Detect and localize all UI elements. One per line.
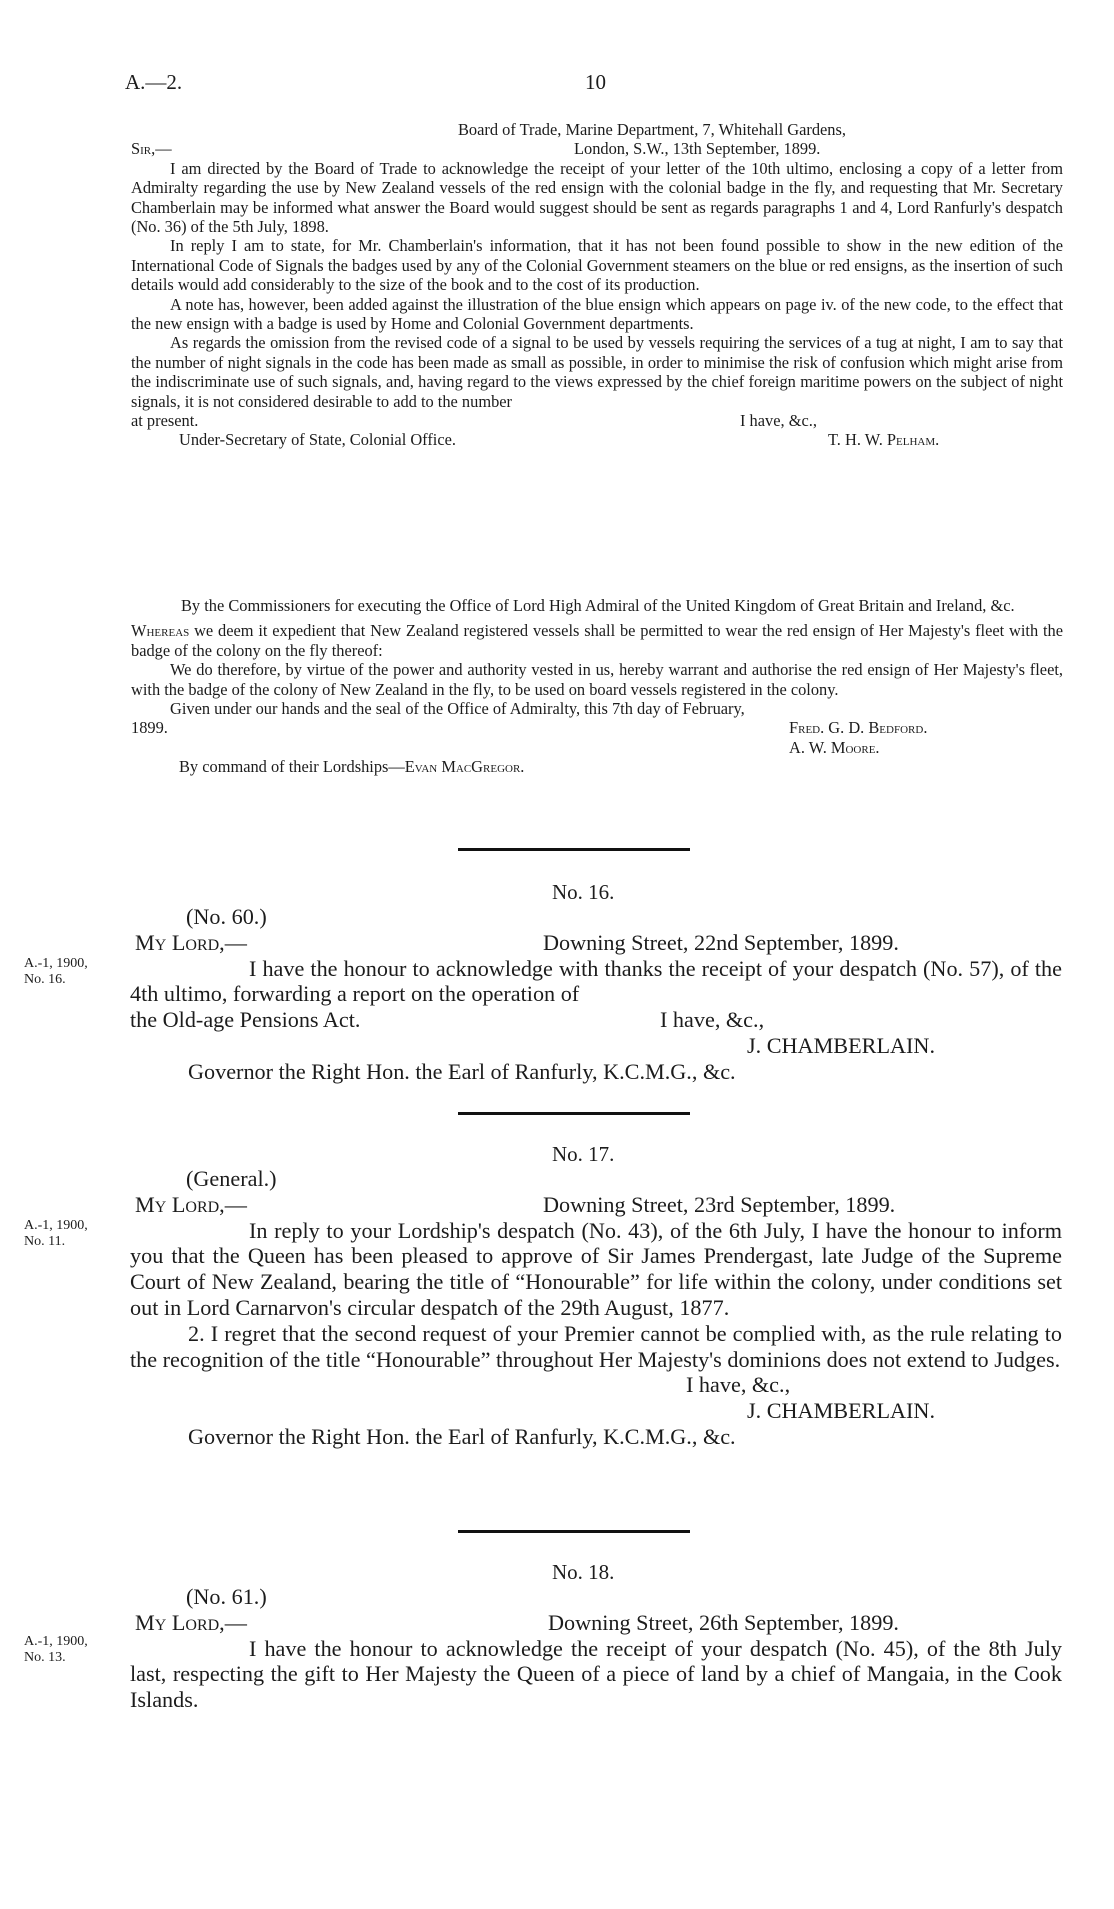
margin-reference: A.-1, 1900, No. 11.: [24, 1218, 88, 1249]
paragraph: As regards the omission from the revised code of a signal to be used by vessels requiring the services of a tug at night, I am to say that the number of night signals in the code has been made as small as possible, in order to minimise the risk of confusion which might arise from the indiscriminate use of such signals, and, having regard to the views expressed by the chief foreign maritime powers on the subject of night signals, it is not considered desirable to add to the number: [131, 333, 1063, 411]
despatch-heading: No. 17.: [552, 1142, 615, 1166]
section-divider: [458, 848, 690, 851]
signature: J. CHAMBERLAIN.: [747, 1398, 935, 1424]
warrant-year: 1899.: [131, 718, 168, 738]
signer: Fred. G. D. Bedford.: [789, 718, 928, 738]
closing: I have, &c.,: [660, 1007, 765, 1033]
addressee: Governor the Right Hon. the Earl of Ranfurly, K.C.M.G., &c.: [188, 1423, 736, 1449]
paragraph-end: at present.: [131, 411, 199, 431]
despatch-ref: (No. 61.): [186, 1584, 267, 1609]
despatch-body: I have the honour to acknowledge with thanks the receipt of your despatch (No. 57), of the 4th ultimo, forwarding a report on the operation of: [130, 955, 1062, 1007]
closing-line: [131, 411, 1063, 430]
margin-reference: A.-1, 1900, No. 13.: [24, 1634, 88, 1665]
despatch-no18: [130, 1584, 1062, 1713]
paragraph-end: the Old-age Pensions Act.: [130, 1007, 361, 1033]
despatch-date: Downing Street, 26th September, 1899.: [548, 1609, 899, 1635]
signature: J. CHAMBERLAIN.: [747, 1032, 935, 1058]
signature-line: [131, 430, 1063, 449]
whereas-word: Whereas: [131, 621, 190, 641]
despatch-no17: [130, 1166, 1062, 1450]
despatch-no16: [130, 904, 1062, 1085]
salutation: Sir,—: [131, 139, 172, 159]
paragraph: A note has, however, been added against the illustration of the blue ensign which appears on page iv. of the new code, to the effect that the new ensign with a badge is used by Home and Colonial Government departments.: [131, 294, 1063, 334]
margin-reference: A.-1, 1900, No. 16.: [24, 956, 88, 987]
paragraph: I am directed by the Board of Trade to acknowledge the receipt of your letter of the 10th ultimo, enclosing a copy of a letter from Admiralty regarding the use by New Zealand vessels of the red ensign with the colonial badge in the fly, and requesting that Mr. Secretary Chamberlain may be informed what answer the Board would suggest should be sent as regards paragraphs 1 and 4, Lord Ranfurly's despatch (No. 36) of the 5th July, 1898.: [131, 158, 1063, 237]
salutation-line: [130, 930, 1062, 956]
addressee: Governor the Right Hon. the Earl of Ranfurly, K.C.M.G., &c.: [188, 1058, 736, 1084]
page-number: 10: [585, 70, 606, 94]
addressee: Under-Secretary of State, Colonial Office.: [179, 430, 456, 450]
command-name: Evan MacGregor.: [404, 757, 525, 777]
section-divider: [458, 1112, 690, 1115]
warrant-whereas: [131, 621, 1063, 660]
salutation-line: [131, 139, 1063, 158]
board-of-trade-letter: [131, 120, 1063, 450]
despatch-date: Downing Street, 23rd September, 1899.: [543, 1191, 896, 1217]
letter-address: Board of Trade, Marine Department, 7, Whitehall Gardens,: [458, 120, 846, 139]
given-year-line: [131, 718, 1063, 737]
letter-date: London, S.W., 13th September, 1899.: [574, 139, 821, 159]
whereas-text: we deem it expedient that New Zealand registered vessels shall be permitted to wear the red ensign of Her Majesty's fleet with the badge of the colony on the fly thereof:: [131, 621, 1063, 660]
salutation-line: [130, 1610, 1062, 1636]
salutation: My Lord,—: [135, 1191, 247, 1217]
closing: I have, &c.,: [686, 1372, 791, 1398]
salutation-line: [130, 1192, 1062, 1218]
paragraph: 2. I regret that the second request of your Premier cannot be complied with, as the rule relating to the recognition of the title “Honourable” throughout Her Majesty's dominions does not extend to Judges.: [130, 1320, 1062, 1372]
despatch-ref: (No. 60.): [186, 904, 267, 929]
signature-line: [130, 1033, 1062, 1059]
closing-line: [130, 1372, 1062, 1398]
signer: A. W. Moore.: [789, 737, 880, 757]
despatch-heading: No. 18.: [552, 1560, 615, 1584]
admiralty-warrant: [131, 596, 1063, 777]
signature-line: [130, 1398, 1062, 1424]
paragraph: In reply to your Lordship's despatch (No. 43), of the 6th July, I have the honour to inform you that the Queen has been pleased to approve of Sir James Prendergast, late Judge of the Supreme Court of New Zealand, bearing the title of “Honourable” for life within the colony, under conditions set out in Lord Carnarvon's circular despatch of the 29th August, 1877.: [130, 1217, 1062, 1320]
despatch-heading: No. 16.: [552, 880, 615, 904]
despatch-date: Downing Street, 22nd September, 1899.: [543, 929, 899, 955]
closing-line: [130, 1007, 1062, 1033]
closing: I have, &c.,: [740, 411, 817, 431]
document-reference: A.—2.: [125, 70, 183, 94]
section-divider: [458, 1530, 690, 1533]
paragraph: In reply I am to state, for Mr. Chamberlain's information, that it has not been found possible to show in the new edition of the International Code of Signals the badges used by any of the Colonial Government steamers on the blue or red ensigns, as the insertion of such details would add considerably to the size of the book and to the cost of its production.: [131, 236, 1063, 295]
signature: T. H. W. Pelham.: [828, 430, 940, 450]
despatch-body: I have the honour to acknowledge the receipt of your despatch (No. 45), of the 8th July last, respecting the gift to Her Majesty the Queen of a piece of land by a chief of Mangaia, in the Cook Islands.: [130, 1635, 1062, 1713]
salutation: My Lord,—: [135, 929, 247, 955]
paragraph: Given under our hands and the seal of the Office of Admiralty, this 7th day of February,: [170, 699, 745, 719]
by-command: By command of their Lordships—Evan MacGregor.: [179, 757, 525, 777]
despatch-ref: (General.): [186, 1166, 277, 1191]
warrant-intro: By the Commissioners for executing the Office of Lord High Admiral of the United Kingdom of Great Britain and Ireland, &c.: [181, 596, 1015, 615]
salutation: My Lord,—: [135, 1609, 247, 1635]
paragraph: We do therefore, by virtue of the power and authority vested in us, hereby warrant and authorise the red ensign of Her Majesty's fleet, with the badge of the colony of New Zealand in the fly, to be used on board vessels registered in the colony.: [131, 660, 1063, 699]
signer-line: [131, 738, 1063, 757]
